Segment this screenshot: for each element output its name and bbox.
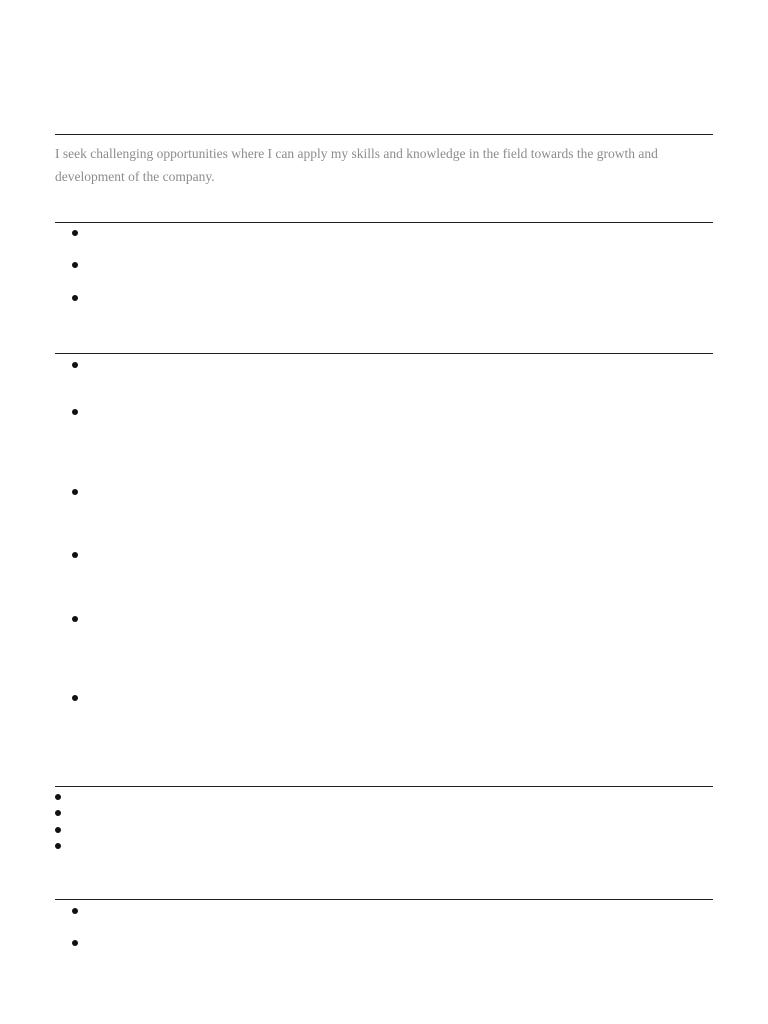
section-divider-1 [55,222,713,223]
bullet-icon [72,295,78,301]
bullet-icon [72,230,78,236]
bullet-icon [55,810,61,816]
bullet-icon [72,940,78,946]
bullet-icon [72,908,78,914]
section-divider-objective [55,134,713,135]
section-divider-2 [55,353,713,354]
section-divider-3 [55,786,713,787]
bullet-icon [72,489,78,495]
bullet-icon [55,843,61,849]
bullet-icon [72,552,78,558]
bullet-icon [55,794,61,800]
section-divider-4 [55,899,713,900]
bullet-icon [72,695,78,701]
bullet-icon [72,362,78,368]
bullet-icon [72,262,78,268]
bullet-icon [55,827,61,833]
bullet-icon [72,409,78,415]
objective-text: I seek challenging opportunities where I can apply my skills and knowledge in the field towards the growth and development of the company. [55,146,658,184]
bullet-icon [72,616,78,622]
